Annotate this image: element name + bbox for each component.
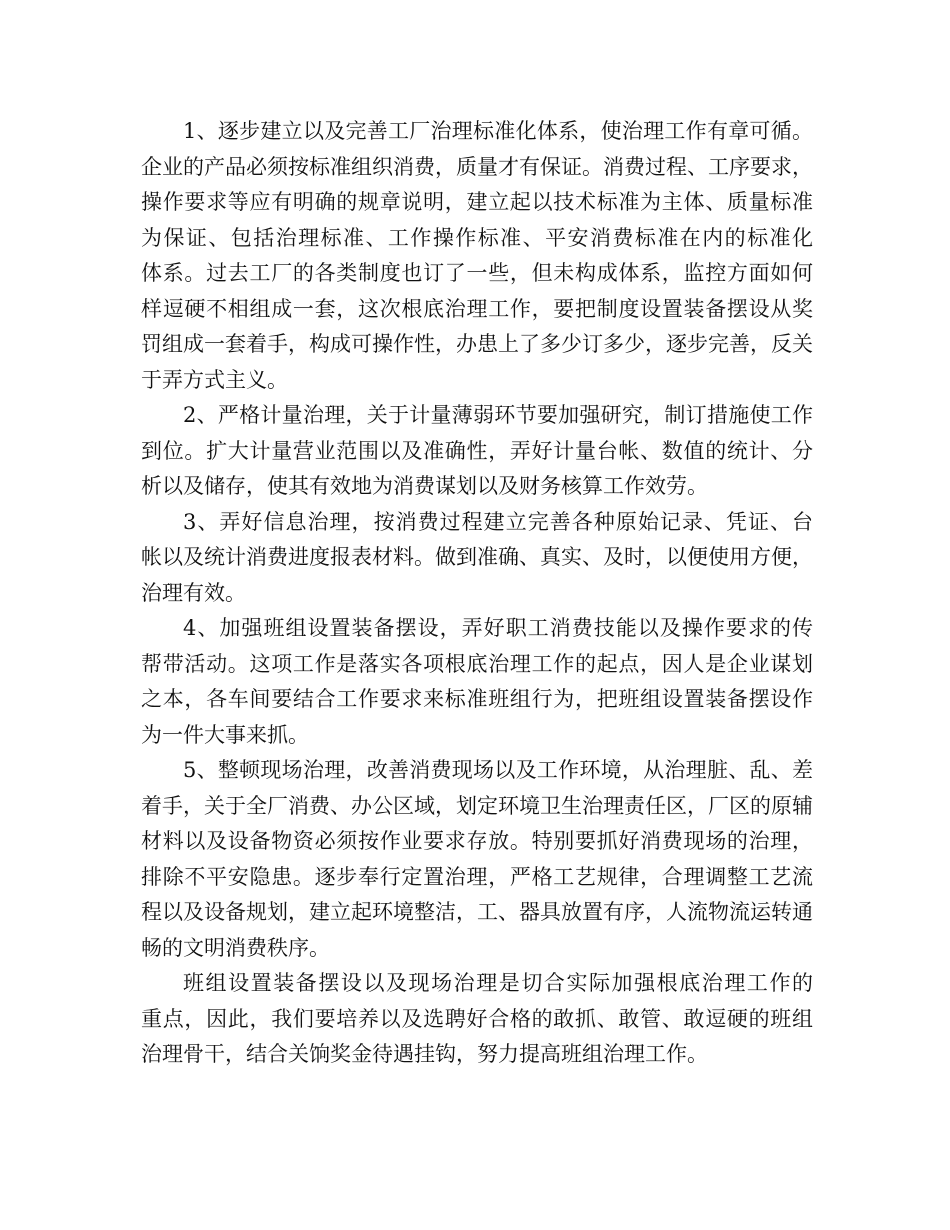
document-body [141, 114, 813, 1073]
text-line: 畅的文明消费秩序。 [141, 935, 330, 960]
text-line: 重点，因此，我们要培养以及选聘好合格的敢抓、敢管、敢逗硬的班组 [141, 1006, 813, 1031]
text-line: 治理有效。 [141, 580, 246, 605]
text-line: 帐以及统计消费进度报表材料。做到准确、真实、及时，以便使用方便， [141, 545, 813, 569]
text-line: 治理骨干，结合关饷奖金待遇挂钩，努力提高班组治理工作。 [141, 1042, 708, 1066]
text-line: 罚组成一套着手，构成可操作性，办患上了多少订多少，逐步完善，反关 [141, 332, 813, 356]
text-line: 2、严格计量治理，关于计量薄弱环节要加强研究，制订措施使工作 [183, 403, 813, 427]
text-line: 5、整顿现场治理，改善消费现场以及工作环境，从治理脏、乱、差 [183, 758, 813, 782]
text-line: 4、加强班组设置装备摆设，弄好职工消费技能以及操作要求的传 [183, 616, 813, 640]
text-line: 操作要求等应有明确的规章说明，建立起以技术标准为主体、质量标准 [141, 190, 813, 214]
text-line: 帮带活动。这项工作是落实各项根底治理工作的起点，因人是企业谋划 [141, 651, 813, 676]
text-line: 排除不平安隐患。逐步奉行定置治理，严格工艺规律，合理调整工艺流 [141, 864, 813, 889]
text-line: 企业的产品必须按标准组织消费，质量才有保证。消费过程、工序要求， [141, 154, 813, 179]
text-line: 材料以及设备物资必须按作业要求存放。特别要抓好消费现场的治理， [141, 829, 813, 853]
text-line: 样逗硬不相组成一套，这次根底治理工作，要把制度设置装备摆设从奖 [141, 296, 813, 321]
text-line: 1、逐步建立以及完善工厂治理标准化体系，使治理工作有章可循。 [183, 119, 813, 143]
text-line: 为一件大事来抓。 [141, 722, 309, 747]
text-line: 于弄方式主义。 [141, 367, 288, 392]
text-line: 着手，关于全厂消费、办公区域，划定环境卫生治理责任区，厂区的原辅 [141, 793, 813, 818]
text-line: 3、弄好信息治理，按消费过程建立完善各种原始记录、凭证、台 [183, 509, 813, 534]
text-line: 班组设置装备摆设以及现场治理是切合实际加强根底治理工作的 [183, 971, 813, 995]
text-line: 为保证、包括治理标准、工作操作标准、平安消费标准在内的标准化 [141, 225, 813, 250]
text-line: 之本，各车间要结合工作要求来标准班组行为，把班组设置装备摆设作 [141, 687, 813, 711]
text-line: 到位。扩大计量营业范围以及准确性，弄好计量台帐、数值的统计、分 [141, 438, 813, 463]
text-line: 程以及设备规划，建立起环境整洁，工、器具放置有序，人流物流运转通 [141, 900, 813, 924]
text-line: 析以及储存，使其有效地为消费谋划以及财务核算工作效劳。 [141, 474, 708, 498]
text-line: 体系。过去工厂的各类制度也订了一些，但未构成体系，监控方面如何 [141, 261, 813, 285]
